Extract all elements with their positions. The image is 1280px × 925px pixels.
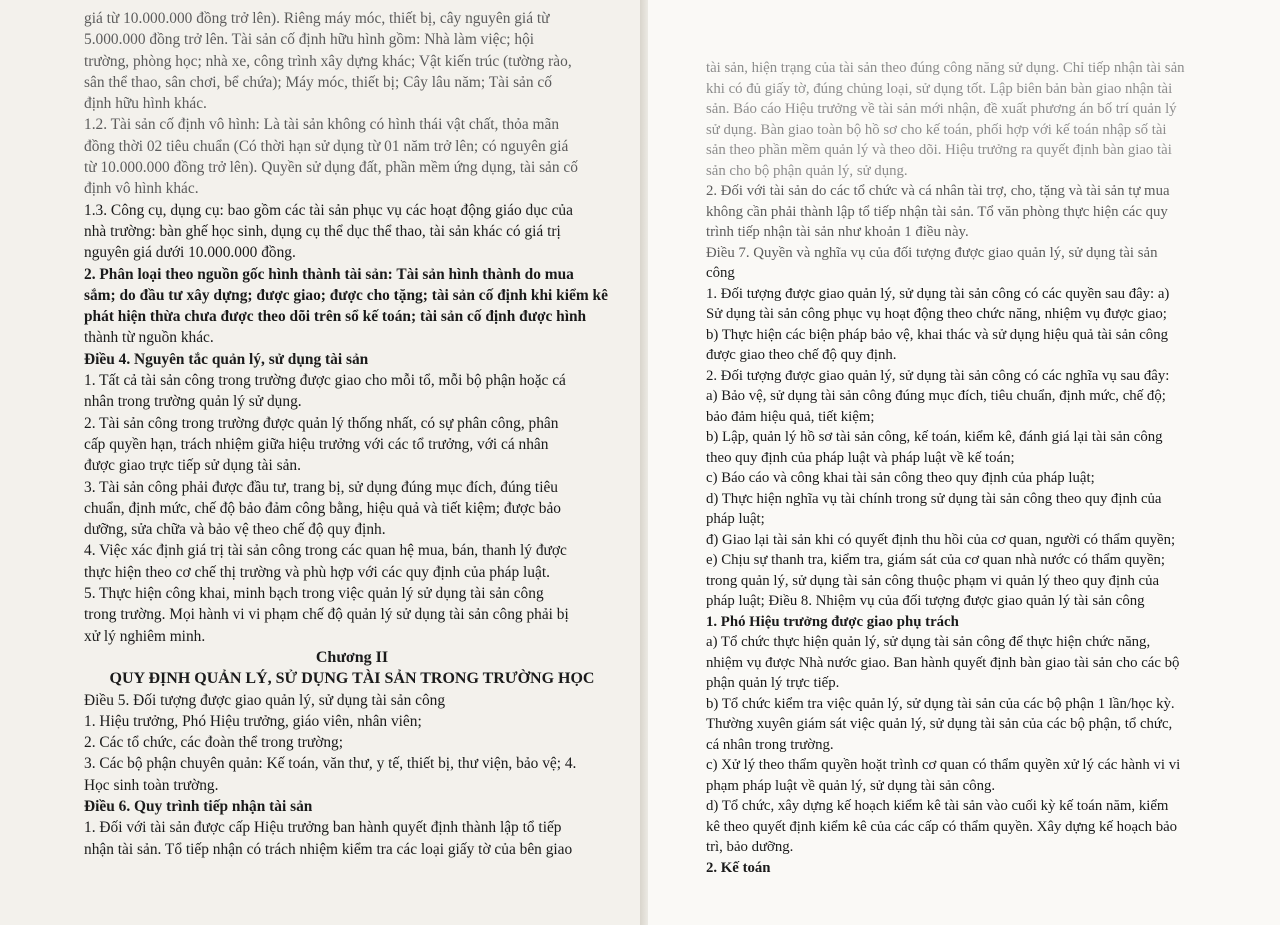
text-line: phát hiện thừa chưa được theo dõi trên sổ kế toán; tài sản cố định được hình [84,308,587,326]
text-line: tài sản, hiện trạng của tài sản theo đúng công năng sử dụng. Chỉ tiếp nhận tài sản [706,60,1185,76]
text-line: 5. Thực hiện công khai, minh bạch trong việc quản lý sử dụng tài sản công [84,585,544,603]
text-line: thành từ nguồn khác. [84,329,214,347]
text-line: 5.000.000 đồng trở lên. Tài sản cố định hữu hình gồm: Nhà làm việc; hội [84,31,535,49]
text-line: từ 10.000.000 đồng trở lên). Quyền sử dụng đất, phần mềm ứng dụng, tài sản cố [84,159,578,177]
text-line: c) Xử lý theo thẩm quyền hoặt trình cơ quan có thẩm quyền xử lý các hành vi vi [706,757,1181,773]
right-page [648,0,1280,925]
text-line: pháp luật; Điều 8. Nhiệm vụ của đối tượng được giao quản lý tài sản công [706,593,1145,609]
text-line: 1. Hiệu trưởng, Phó Hiệu trưởng, giáo viên, nhân viên; [84,712,422,730]
chapter-title: QUY ĐỊNH QUẢN LÝ, SỬ DỤNG TÀI SẢN TRONG TRƯỜNG HỌC [109,670,595,688]
section-heading: 2. Phân loại theo nguồn gốc hình thành tài sản: Tài sản hình thành do mua [84,265,574,283]
text-line: sân thể thao, sân chơi, bể chứa); Máy móc, thiết bị; Cây lâu năm; Tài sản cố [84,73,552,91]
text-line: 3. Các bộ phận chuyên quản: Kế toán, văn thư, y tế, thiết bị, thư viện, bảo vệ; 4. [84,755,577,773]
text-line: trong trường. Mọi hành vi vi phạm chế độ quản lý sử dụng tài sản công phải bị [84,606,569,624]
chapter-number: Chương II [315,648,389,666]
text-line: theo quy định của pháp luật và pháp luật về kế toán; [706,449,1015,466]
text-line: Học sinh toàn trường. [84,776,219,794]
text-line: trong quản lý, sử dụng tài sản công thuộc phạm vi quản lý theo quy định của [706,572,1160,589]
text-line: bảo đảm hiệu quả, tiết kiệm; [706,408,875,425]
article-heading: Điều 7. Quyền và nghĩa vụ của đối tượng được giao quản lý, sử dụng tài sản [706,244,1158,261]
text-line: 1. Đối tượng được giao quản lý, sử dụng tài sản công có các quyền sau đây: a) [706,285,1170,302]
text-line: b) Tổ chức kiểm tra việc quản lý, sử dụng tài sản của các bộ phận 1 lần/học kỳ. [706,695,1175,712]
text-line: c) Báo cáo và công khai tài sản công theo quy định của pháp luật; [706,470,1095,486]
text-line: khi có đủ giấy tờ, đúng chủng loại, sử dụng tốt. Lập biên bản bàn giao nhận tài [706,80,1173,97]
text-line: sản cho bộ phận quản lý, sử dụng. [706,162,908,179]
text-line: giá từ 10.000.000 đồng trở lên). Riêng máy móc, thiết bị, cây nguyên giá từ [84,10,550,27]
article-heading: Điều 5. Đối tượng được giao quản lý, sử dụng tài sản công [84,691,446,709]
text-line: 2. Đối tượng được giao quản lý, sử dụng tài sản công có các nghĩa vụ sau đây: [706,367,1170,384]
text-line: phạm pháp luật về quản lý, sử dụng tài sản công. [706,777,996,794]
text-line: sản. Báo cáo Hiệu trưởng về tài sản mới nhận, đề xuất phương án bố trí quản lý [706,101,1177,117]
text-line: trình tiếp nhận tài sản như khoản 1 điều này. [706,224,969,240]
text-line: a) Bảo vệ, sử dụng tài sản công đúng mục đích, tiêu chuẩn, định mức, chế độ; [706,388,1166,404]
text-line: 1.2. Tài sản cố định vô hình: Là tài sản không có hình thái vật chất, thỏa mãn [84,116,560,134]
text-line: được giao trực tiếp sử dụng tài sản. [84,457,301,475]
text-line: 2. Tài sản công trong trường được quản lý thống nhất, có sự phân công, phân [84,414,559,432]
text-line: cá nhân trong trường. [706,736,834,753]
text-line: nhân trong trường quản lý sử dụng. [84,393,302,411]
text-line: phận quản lý trực tiếp. [706,675,840,691]
text-line: 3. Tài sản công phải được đầu tư, trang bị, sử dụng đúng mục đích, đúng tiêu [84,478,558,496]
text-line: 1. Tất cả tài sản công trong trường được giao cho mỗi tổ, mỗi bộ phận hoặc cá [84,372,566,390]
text-line: Thường xuyên giám sát việc quản lý, sử dụng tài sản của các bộ phận, tổ chức, [706,716,1173,732]
article-heading: Điều 4. Nguyên tắc quản lý, sử dụng tài sản [84,350,369,368]
text-line: nhiệm vụ được Nhà nước giao. Ban hành quyết định bàn giao tài sản cho các bộ [706,654,1180,671]
section-heading: 2. Kế toán [706,859,771,876]
text-line: sử dụng. Bàn giao toàn bộ hồ sơ cho kế toán, phối hợp với kế toán nhập số tài [706,121,1167,138]
text-line: sắm; do đầu tư xây dựng; được giao; được cho tặng; tài sản cố định khi kiểm kê [84,286,608,304]
text-line: b) Thực hiện các biện pháp bảo vệ, khai thác và sử dụng hiệu quả tài sản công [706,326,1168,343]
text-line: e) Chịu sự thanh tra, kiểm tra, giám sát của cơ quan nhà nước có thẩm quyền; [706,552,1166,568]
text-line: đ) Giao lại tài sản khi có quyết định thu hồi của cơ quan, người có thẩm quyền; [706,531,1176,548]
text-line: b) Lập, quản lý hồ sơ tài sản công, kế toán, kiểm kê, đánh giá lại tài sản công [706,429,1163,445]
text-line: trường, phòng học; nhà xe, công trình xây dựng khác; Vật kiến trúc (tường rào, [84,52,572,70]
text-line: trì, bảo dưỡng. [706,839,794,855]
text-line: được giao theo chế độ quy định. [706,347,897,363]
text-line: dưỡng, sửa chữa và bảo vệ theo chế độ quy định. [84,521,386,539]
text-line: 4. Việc xác định giá trị tài sản công trong các quan hệ mua, bán, thanh lý được [84,542,567,560]
text-line: 1. Đối với tài sản được cấp Hiệu trưởng ban hành quyết định thành lập tổ tiếp [84,819,562,837]
text-line: pháp luật; [706,511,765,527]
text-line: nguyên giá dưới 10.000.000 đồng. [84,244,296,262]
article-heading: Điều 6. Quy trình tiếp nhận tài sản [84,797,313,815]
section-heading: 1. Phó Hiệu trưởng được giao phụ trách [706,613,959,630]
text-line: công [706,265,735,281]
text-line: Sử dụng tài sản công phục vụ hoạt động theo chức năng, nhiệm vụ được giao; [706,306,1167,322]
text-line: chuẩn, định mức, chế độ bảo đảm công bằng, hiệu quả và tiết kiệm; được bảo [84,499,561,517]
text-line: kê theo quyết định kiểm kê của các cấp có thẩm quyền. Xây dựng kế hoạch bảo [706,818,1178,835]
text-line: thực hiện theo cơ chế thị trường và phù hợp với các quy định của pháp luật. [84,563,550,581]
text-line: sản theo phần mềm quản lý và theo dõi. Hiệu trưởng ra quyết định bàn giao tài [706,142,1172,158]
text-line: 2. Đối với tài sản do các tổ chức và cá nhân tài trợ, cho, tặng và tài sản tự mua [706,183,1170,199]
text-line: định hữu hình khác. [84,95,207,113]
text-line: nhận tài sản. Tổ tiếp nhận có trách nhiệm kiểm tra các loại giấy tờ của bên giao [84,840,573,858]
text-line: 2. Các tổ chức, các đoàn thể trong trường; [84,734,344,752]
text-line: xử lý nghiêm minh. [84,627,206,645]
text-line: d) Thực hiện nghĩa vụ tài chính trong sử dụng tài sản công theo quy định của [706,490,1162,507]
text-line: 1.3. Công cụ, dụng cụ: bao gồm các tài sản phục vụ các hoạt động giáo dục của [84,201,573,219]
text-line: cấp quyền hạn, trách nhiệm giữa hiệu trưởng với các tổ trưởng, với cá nhân [84,435,549,453]
text-line: a) Tổ chức thực hiện quản lý, sử dụng tài sản công để thực hiện chức năng, [706,634,1151,650]
text-line: d) Tổ chức, xây dựng kế hoạch kiểm kê tài sản vào cuối kỳ kế toán năm, kiểm [706,798,1169,814]
text-line: định vô hình khác. [84,180,199,198]
text-line: nhà trường: bàn ghế học sinh, dụng cụ thể dục thể thao, tài sản khác có giá trị [84,222,561,240]
text-line: không cần phải thành lập tổ tiếp nhận tài sản. Tổ văn phòng thực hiện các quy [706,203,1168,220]
text-line: đồng thời 02 tiêu chuẩn (Có thời hạn sử dụng từ 01 năm trở lên; có nguyên giá [84,137,569,155]
